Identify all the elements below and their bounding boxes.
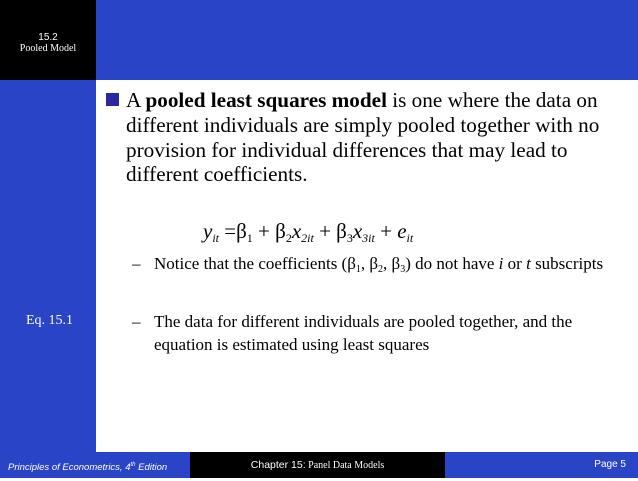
top-banner [96,0,638,80]
eq-e: e [397,219,407,243]
eq-e-sub: it [406,231,414,245]
sb1-or: or [503,254,527,273]
bold-term: pooled least squares model [145,88,387,112]
eq-beta1: β [236,219,247,243]
eq-x3-sub: 3it [362,231,375,245]
eq-equals: = [224,219,237,243]
sub-bullet-2-text: The data for different individuals are pooled together, and the equation is estimated using least squares [154,312,573,354]
book-sup: th [130,462,136,468]
sb1-m2: , β [383,254,401,273]
footer-book-title [0,452,190,478]
book-post: Edition [135,462,168,474]
eq-beta2-sub: 2 [285,231,292,245]
eq-beta3-sub: 3 [346,231,353,245]
sb1-s3: 3 [400,264,406,275]
chapter-label: Chapter 15: [250,459,306,471]
footer-chapter [190,452,445,478]
sb1-end: subscripts [530,254,604,273]
bullet-rest: is one where the data on different individuals are simply pooled together with no provision for individual differences that may lead to different coefficients. [126,88,600,187]
bullet-intro: A [126,88,146,112]
square-bullet-icon [106,93,119,106]
pooled-model-equation [203,219,413,246]
sb1-pre: Notice that the coefficients (β [154,254,356,273]
footer-bar [0,452,638,478]
sb1-post: ) do not have [405,254,499,273]
left-sidebar [0,80,96,452]
sb1-t: t [526,254,531,273]
eq-x2-sub: 2it [301,231,314,245]
eq-beta1-sub: 1 [246,231,253,245]
main-bullet-text [126,88,631,187]
eq-plus2: + [319,219,331,243]
eq-beta2: β [275,219,286,243]
eq-beta3: β [336,219,347,243]
dash-bullet-icon: – [132,254,141,273]
equation-label: Eq. 15.1 [26,313,74,328]
sb1-s2: 2 [378,264,384,275]
eq-x3: x [352,219,363,243]
section-header-box [0,0,96,80]
sb1-m1: , β [360,254,379,273]
dash-bullet-icon: – [132,312,141,331]
section-number: 15.2 [38,32,58,43]
eq-plus3: + [380,219,392,243]
chapter-title: Panel Data Models [305,460,385,471]
section-title: Pooled Model [19,43,77,54]
sb1-s1: 1 [355,264,361,275]
footer-page-number: Page 5 [445,452,638,478]
sb1-i: i [498,254,504,273]
eq-y-sub: it [212,231,219,245]
book-pre: Principles of Econometrics, 4 [8,462,131,474]
eq-plus1: + [258,219,270,243]
eq-x2: x [291,219,302,243]
eq-y: y [203,219,213,243]
sub-bullet-1-text [154,252,632,281]
